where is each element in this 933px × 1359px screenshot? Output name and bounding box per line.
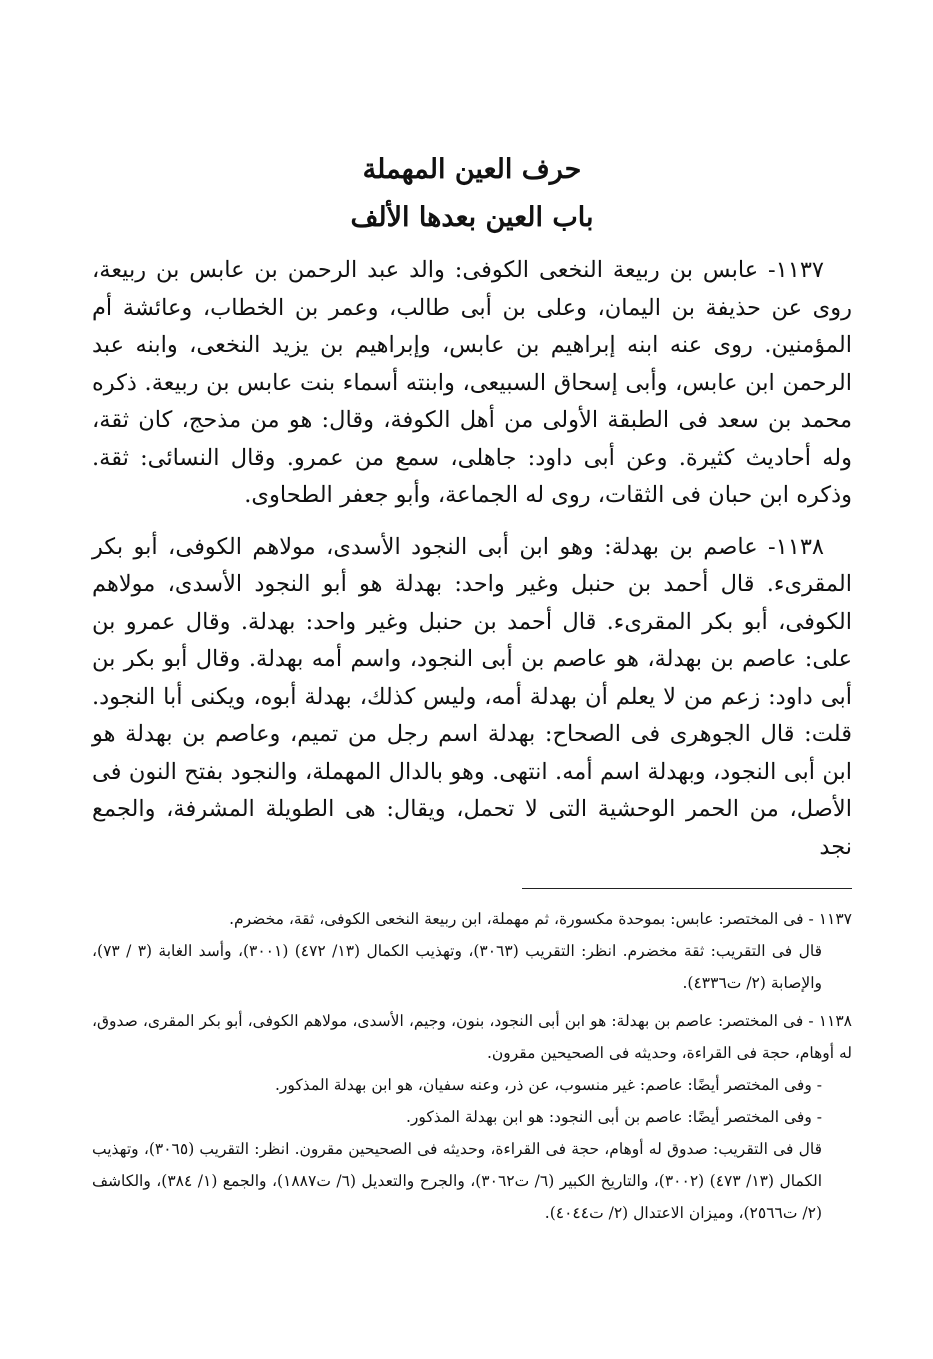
footnote-1137: ١١٣٧ - فى المختصر: عابس: بموحدة مكسورة، ثم مهملة، ابن ربيعة النخعى الكوفى، ثقة، مخضرم. <box>229 910 852 928</box>
entry-1138: ١١٣٨- عاصم بن بهدلة: وهو ابن أبى النجود الأسدى، مولاهم الكوفى، أبو بكر المقرىء. قال أحمد بن حنبل وغير واحد: بهدلة هو أبو النجود الأسدى، مولاهم الكوفى، أبو بكر المقرىء. قال أحمد بن حنبل وغير واحد: بهدلة. وقال عمرو بن على: عاصم بن بهدلة، هو عاصم بن أبى النجود، واسم أمه بهدلة. وقال أبو بكر بن أبى داود: زعم من لا يعلم أن بهدلة أمه، وليس كذلك، بهدلة أبوه، ويكنى أبا النجود. قلت: قال الجوهرى فى الصحاح: بهدلة اسم رجل من تميم، وعاصم بن بهدلة هو ابن أبى النجود، وبهدلة اسم أمه. انتهى. وهو بالدال المهملة، والنجود بفتح النون فى الأصل، من الحمر الوحشية التى لا تحمل، ويقال: هى الطويلة المشرفة، والجمع نجد <box>92 533 852 860</box>
document-page <box>92 150 852 1229</box>
chapter-title: باب العين بعدها الألف <box>350 202 594 233</box>
footnote-1137-sources: قال فى التقريب: ثقة مخضرم. انظر: التقريب (٣٠٦٣)، وتهذيب الكمال (١٣/ ٤٧٢) (٣٠٠١)، وأسد الغابة (٣ / ٧٣)، والإصابة (٢/ ت٤٣٣٦). <box>92 942 822 992</box>
footnotes <box>92 903 852 1229</box>
footnote-divider <box>522 888 852 889</box>
entry-1137: ١١٣٧- عابس بن ربيعة النخعى الكوفى: والد عبد الرحمن بن عابس بن ربيعة، روى عن حذيفة بن اليمان، وعلى بن أبى طالب، وعمر بن الخطاب، وعائشة أم المؤمنين. روى عنه ابنه إبراهيم بن عابس، وإبراهيم بن يزيد النخعى، وابنه عبد الرحمن ابن عابس، وأبى إسحاق السبيعى، وابنته أسماء بنت عابس بن ربيعة. ذكره محمد بن سعد فى الطبقة الأولى من أهل الكوفة، وقال: هو من مذحج، كان ثقة، وله أحاديث كثيرة. وعن أبى داود: جاهلى، سمع من عمرو. وقال النسائى: ثقة. وذكره ابن حبان فى الثقات، روى له الجماعة، وأبو جعفر الطحاوى. <box>92 257 852 508</box>
footnote-1138: ١١٣٨ - فى المختصر: عاصم بن بهدلة: هو ابن أبى النجود، بنون، وجيم، الأسدى، مولاهم الكوفى، أبو بكر المقرى، صدوق، له أوهام، حجة فى القراءة، وحديثه فى الصحيحين مقرون. <box>92 1012 852 1062</box>
footnote-1138-note-a: - وفى المختصر أيضًا: عاصم: غير منسوب، عن ذر، وعنه سفيان، هو ابن بهدلة المذكور. <box>274 1076 822 1094</box>
section-title: حرف العين المهملة <box>362 154 582 185</box>
footnote-1138-sources: قال فى التقريب: صدوق له أوهام، حجة فى القراءة، وحديثه فى الصحيحين مقرون. انظر: التقريب (٣٠٦٥)، وتهذيب الكمال (١٣/ ٤٧٣) (٣٠٠٢)، والتاريخ الكبير (٦/ ت٣٠٦٢)، والجرح والتعديل (٦/ ت١٨٨٧)، والجمع (١/ ٣٨٤)، والكاشف (٢/ ت٢٥٦٦)، وميزان الاعتدال (٢/ ت٤٠٤٤). <box>92 1140 823 1222</box>
footnote-1138-note-b: - وفى المختصر أيضًا: عاصم بن أبى النجود: هو ابن بهدلة المذكور. <box>405 1108 822 1126</box>
